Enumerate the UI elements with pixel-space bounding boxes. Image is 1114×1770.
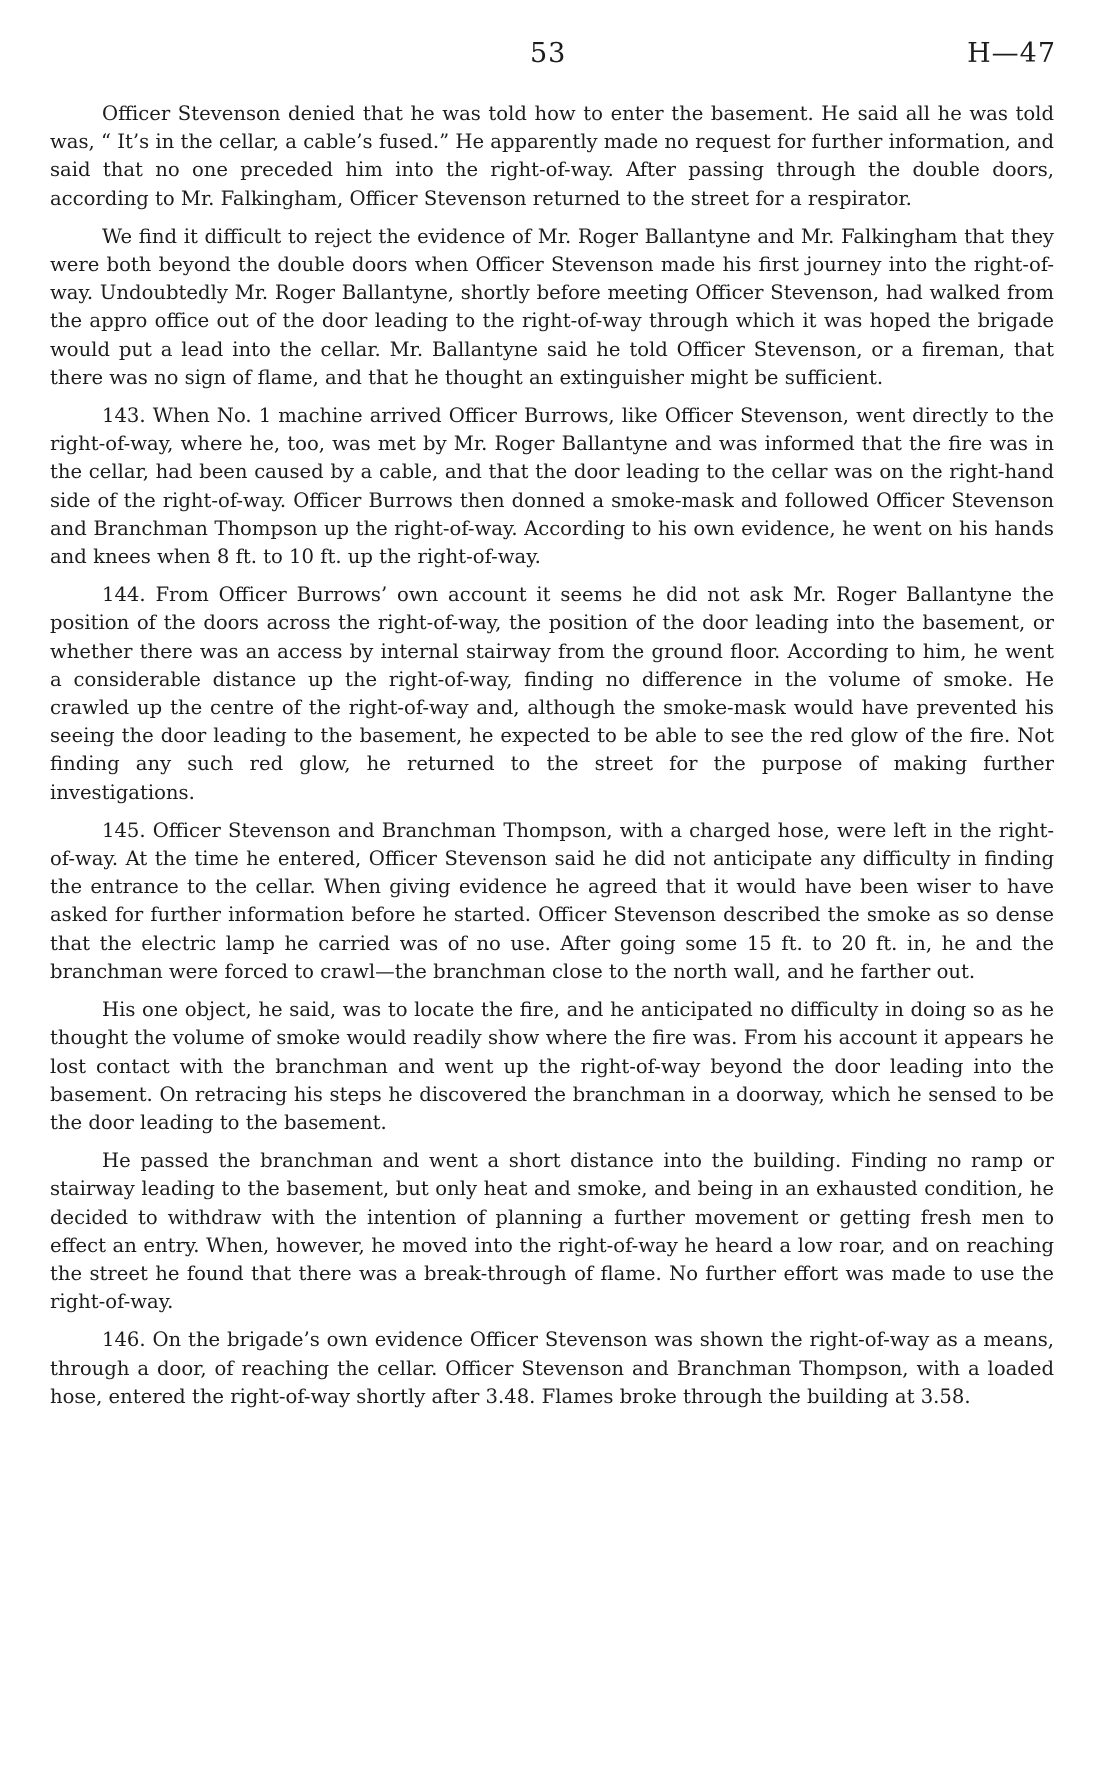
paragraph-146: 146. On the brigade’s own evidence Officer Stevenson was shown the right-of-way as a means, through a door, of reaching the cellar. Officer Stevenson and Branchman Thompson, with a loaded hose, entered the right-of-way shortly after 3.48. Flames broke through the building at 3.58. xyxy=(50,1328,1054,1408)
report-reference: H—47 xyxy=(967,38,1056,69)
paragraph-144: 144. From Officer Burrows’ own account it seems he did not ask Mr. Roger Ballantyne the position of the doors across the right-of-way, the position of the door leading into the basement, or whether there was an access by internal stairway from the ground floor. According to him, he went a considerable distance up the right-of-way, finding no difference in the volume of smoke. He crawled up the centre of the right-of-way and, although the smoke-mask would have prevented his seeing the door leading to the basement, he expected to be able to see the red glow of the fire. Not finding any such red glow, he returned to the street for the purpose of making further investigations. xyxy=(50,583,1054,804)
paragraph-143: 143. When No. 1 machine arrived Officer Burrows, like Officer Stevenson, went directly to the right-of-way, where he, too, was met by Mr. Roger Ballantyne and was informed that the fire was in the cellar, had been caused by a cable, and that the door leading to the cellar was on the right-hand side of the right-of-way. Officer Burrows then donned a smoke-mask and followed Officer Stevenson and Branchman Thompson up the right-of-way. According to his own evidence, he went on his hands and knees when 8 ft. to 10 ft. up the right-of-way. xyxy=(50,404,1054,569)
page-header xyxy=(0,38,1114,78)
paragraph-145: 145. Officer Stevenson and Branchman Thompson, with a charged hose, were left in the right-of-way. At the time he entered, Officer Stevenson said he did not anticipate any difficulty in finding the entrance to the cellar. When giving evidence he agreed that it would have been wiser to have asked for further information before he started. Officer Stevenson described the smoke as so dense that the electric lamp he carried was of no use. After going some 15 ft. to 20 ft. in, he and the branchman were forced to crawl—the branchman close to the north wall, and he farther out. xyxy=(50,818,1054,983)
page-number: 53 xyxy=(530,38,567,69)
paragraph: His one object, he said, was to locate the fire, and he anticipated no difficulty in doing so as he thought the volume of smoke would readily show where the fire was. From his account it appears he lost contact with the branchman and went up the right-of-way beyond the door leading into the basement. On retracing his steps he discovered the branchman in a doorway, which he sensed to be the door leading to the basement. xyxy=(50,998,1054,1134)
paragraph: He passed the branchman and went a short distance into the building. Finding no ramp or stairway leading to the basement, but only heat and smoke, and being in an exhausted condition, he decided to withdraw with the intention of planning a further movement or getting fresh men to effect an entry. When, however, he moved into the right-of-way he heard a low roar, and on reaching the street he found that there was a break-through of flame. No further effort was made to use the right-of-way. xyxy=(50,1149,1054,1314)
paragraph: Officer Stevenson denied that he was told how to enter the basement. He said all he was told was, “ It’s in the cellar, a cable’s fused.” He apparently made no request for further information, and said that no one preceded him into the right-of-way. After passing through the double doors, according to Mr. Falkingham, Officer Stevenson returned to the street for a respirator. xyxy=(50,102,1054,210)
body-text xyxy=(50,100,1054,1421)
paragraph: We find it difficult to reject the evidence of Mr. Roger Ballantyne and Mr. Falkingham that they were both beyond the double doors when Officer Stevenson made his first journey into the right-of-way. Undoubtedly Mr. Roger Ballantyne, shortly before meeting Officer Stevenson, had walked from the appro office out of the door leading to the right-of-way through which it was hoped the brigade would put a lead into the cellar. Mr. Ballantyne said he told Officer Stevenson, or a fireman, that there was no sign of flame, and that he thought an extinguisher might be sufficient. xyxy=(50,224,1054,389)
